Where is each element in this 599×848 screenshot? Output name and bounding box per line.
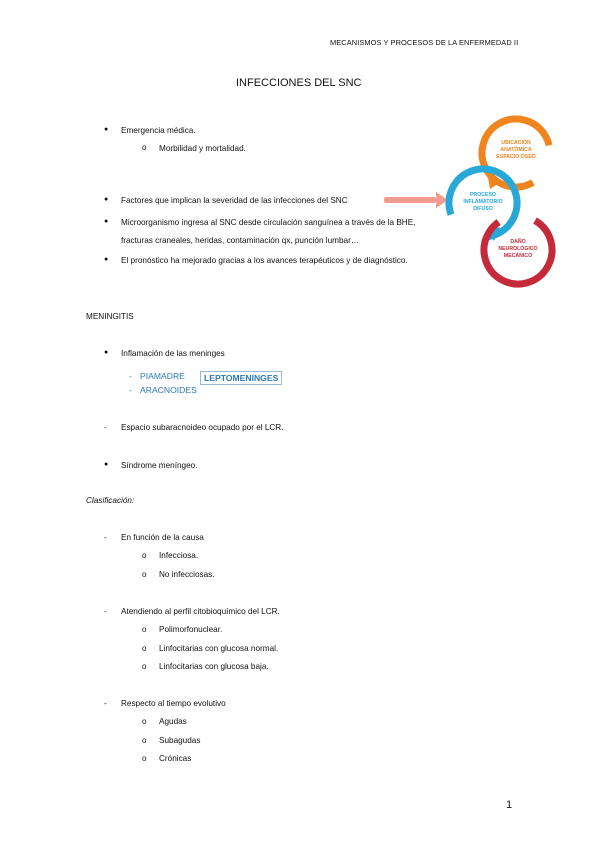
diagram-node-2 [439, 159, 526, 246]
section-heading: MENINGITIS [86, 312, 134, 321]
node1-line3: ESPACIO ÓSEO [496, 154, 536, 160]
circle-bullet-icon: o [142, 754, 147, 763]
list-item: Crónicas [159, 754, 192, 763]
bullet-icon: ● [104, 126, 109, 133]
list-item: El pronóstico ha mejorado gracias a los avances terapéuticos y de diagnóstico. [121, 256, 408, 265]
bullet-icon: ● [104, 256, 109, 263]
list-item: Microorganismo ingresa al SNC desde circulación sanguínea a través de la BHE, [121, 218, 416, 227]
list-item: Morbilidad y mortalidad. [159, 144, 246, 153]
circle-bullet-icon: o [142, 625, 147, 634]
dash-icon: - [104, 699, 107, 708]
node1-line2: ANATÓMICA [500, 147, 532, 153]
list-item: En función de la causa [121, 533, 204, 542]
dash-icon: - [104, 533, 107, 542]
leptomeninges-label: LEPTOMENINGES [200, 371, 282, 385]
list-item: Subagudas [159, 736, 201, 745]
list-item: Factores que implican la severidad de las infecciones del SNC [121, 196, 348, 205]
node2-line1: PROCESO [470, 192, 496, 198]
cycle-diagram [380, 115, 560, 290]
page-title: INFECCIONES DEL SNC [236, 77, 362, 89]
node2-line3: DIFUSO [473, 206, 493, 212]
list-item: Linfocitarias con glucosa baja. [159, 662, 269, 671]
list-item: Linfocitarias con glucosa normal. [159, 644, 279, 653]
running-header: MECANISMOS Y PROCESOS DE LA ENFERMEDAD II [330, 38, 519, 47]
circle-bullet-icon: o [142, 662, 147, 671]
piamadre-label: PIAMADRE [140, 371, 185, 381]
aracnoides-label: ARACNOIDES [140, 385, 197, 395]
circle-bullet-icon: o [142, 570, 147, 579]
list-item: Respecto al tiempo evolutivo [121, 699, 226, 708]
bullet-icon: ● [104, 461, 109, 468]
list-item: Infecciosa. [159, 551, 199, 560]
list-item: Polimorfonuclear. [159, 625, 223, 634]
dash-icon: - [104, 423, 107, 432]
dash-icon: - [129, 371, 132, 381]
node3-line1: DAÑO [510, 239, 526, 245]
list-item: Atendiendo al perfil citobioquímico del LCR. [121, 607, 280, 616]
circle-bullet-icon: o [142, 644, 147, 653]
list-item: Emergencia médica. [121, 126, 196, 135]
bullet-icon: ● [104, 196, 109, 203]
circle-bullet-icon: o [142, 143, 147, 152]
list-item: Síndrome meníngeo. [121, 461, 198, 470]
node1-line1: UBICACIÓN [501, 140, 531, 146]
bullet-icon: ● [104, 218, 109, 225]
list-item: No infecciosas. [159, 570, 215, 579]
arrow-shaft [384, 197, 436, 203]
list-item: Agudas [159, 717, 187, 726]
circle-bullet-icon: o [142, 736, 147, 745]
bullet-icon: ● [104, 349, 109, 356]
dash-icon: - [104, 607, 107, 616]
circle-bullet-icon: o [142, 717, 147, 726]
list-item: Inflamación de las meninges [121, 349, 225, 358]
page-number: 1 [506, 799, 513, 811]
node3-line3: MECÁNICO [503, 253, 533, 259]
circle-bullet-icon: o [142, 551, 147, 560]
arrow-icon [384, 192, 448, 208]
list-item-continuation: fracturas craneales, heridas, contaminación qx, punción lumbar… [121, 236, 360, 245]
node2-line2: INFLAMATORIO [463, 199, 503, 205]
list-item: Espacio subaracnoideo ocupado por el LCR. [121, 423, 284, 432]
subsection-heading: Clasificación: [86, 496, 135, 505]
node3-line2: NEUROLÓGICO [498, 246, 538, 252]
dash-icon: - [129, 385, 132, 395]
